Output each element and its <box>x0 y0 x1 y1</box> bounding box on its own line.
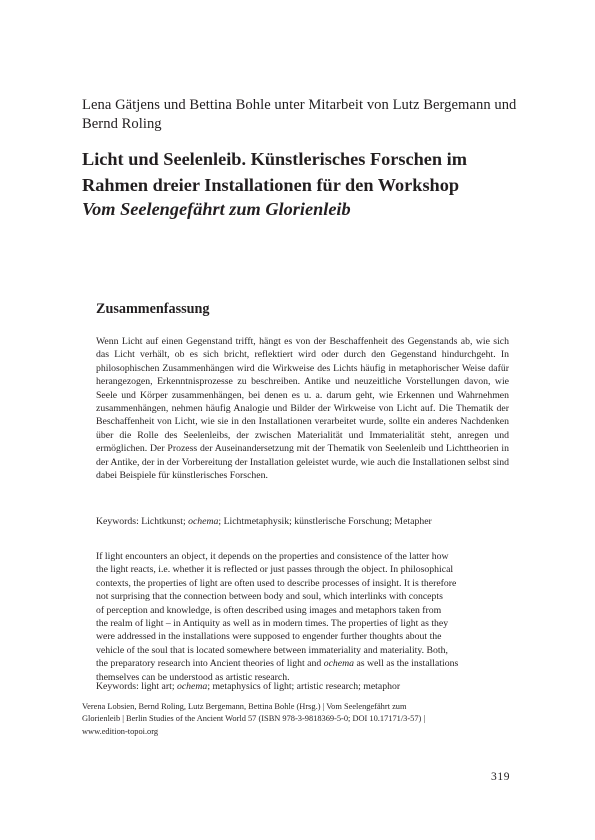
chapter-title-line-2: Rahmen dreier Installationen für den Workshop <box>82 175 460 195</box>
citation-footer <box>82 701 522 738</box>
page-number: 319 <box>491 771 511 783</box>
abstract-en-line: the realm of light – in Antiquity as well as in modern times. The properties of light as they <box>96 618 449 630</box>
abstract-en-line: If light encounters an object, it depends on the properties and consistence of the latter how <box>96 551 449 562</box>
citation-line-2: Glorienleib | Berlin Studies of the Ancient World 57 (ISBN 978-3-9818369-5-0; DOI 10.17171/3-57) | <box>82 714 426 724</box>
keywords-de-label: Keywords: <box>96 516 139 527</box>
chapter-title-line-1: Licht und Seelenleib. Künstlerisches Forschen im <box>82 149 467 169</box>
abstract-en-line: not surprising that the connection between body and soul, which interlinks with concepts <box>96 591 443 603</box>
abstract-en-line: vehicle of the soul that is located somewhere between immateriality and materiality. Both, <box>96 644 448 656</box>
chapter-subtitle: Vom Seelengefährt zum Glorienleib <box>82 199 351 219</box>
keywords-de-part2: ; Lichtmetaphysik; künstlerische Forschung; Metapher <box>218 516 432 527</box>
abstract-text-en <box>96 550 509 684</box>
keywords-en <box>96 680 509 693</box>
keywords-de-part1: Lichtkunst; <box>141 516 186 527</box>
citation-line-3[interactable]: www.edition-topoi.org <box>82 726 159 736</box>
keywords-en-part1: light art; <box>141 681 175 692</box>
keywords-en-italic: ochema <box>176 681 208 692</box>
summary-text-de: Wenn Licht auf einen Gegenstand trifft, hängt es von der Beschaffenheit des Gegenstands ab, wie sich das Licht verhält, ob es sich bricht, reflektiert wird oder durch den Gegenstand hindurchgeht. In philosophischen Zusammenhängen wird die Wirkweise des Lichts häufig in metaphorischer Weise dafür herangezogen, Erkenntnisprozesse zu beschreiben. Antike und neuzeitliche Vorstellungen davon, wie Seele und Körper zusammenhängen, bei denen es u. a. darum geht, wie Erkennen und Wahrnehmen zusammenhängen, nehmen häufig Analogie und Bilder der Wirkweise von Licht auf. Die Thematik der Beschaffenheit von Licht, wie sie in den Installationen verarbeitet wurde, sollte ein anderes Nachdenken über die Rolle des Seelenleibs, der zwischen Materialität und Immaterialität steht, anregen und ermöglichen. Der Prozess der Auseinandersetzung mit der Thematik von Seelenleib und Lichttheorien in der Antike, der in der Vorbereitung der Installation geleistet wurde, wie auch die Installationen selbst sind dabei Beispiele für künstlerisches Forschen. <box>96 336 509 482</box>
abstract-en-italic: ochema <box>323 658 355 670</box>
chapter-authors: Lena Gätjens und Bettina Bohle unter Mitarbeit von Lutz Bergemann und Bernd Roling <box>82 97 517 132</box>
abstract-en-line: of perception and knowledge, is often described using images and metaphors taken from <box>96 604 442 616</box>
keywords-en-label: Keywords: <box>96 681 139 692</box>
abstract-en-line: themselves can be understood as artistic research. <box>96 671 290 683</box>
abstract-en-line-end: as well as the installations <box>354 658 459 670</box>
citation-line-1: Verena Lobsien, Bernd Roling, Lutz Bergemann, Bettina Bohle (Hrsg.) | Vom Seelengefährt zum <box>82 702 407 711</box>
abstract-en-line: contexts, the properties of light are often used to describe processes of insight. It is therefore <box>96 577 457 589</box>
abstract-en-line-mixed <box>96 657 509 670</box>
keywords-de-italic: ochema <box>188 516 219 527</box>
keywords-de <box>96 515 509 528</box>
chapter-title <box>82 146 532 198</box>
abstract-en-line: were addressed in the installations were supposed to engender further thoughts about the <box>96 631 442 643</box>
abstract-en-line-start: the preparatory research into Ancient theories of light and <box>96 658 322 670</box>
summary-heading: Zusammenfassung <box>96 301 210 317</box>
abstract-en-line: the light reacts, i.e. whether it is reflected or just passes through the object. In philosophical <box>96 564 454 576</box>
keywords-en-part2: ; metaphysics of light; artistic research; metaphor <box>207 681 401 692</box>
